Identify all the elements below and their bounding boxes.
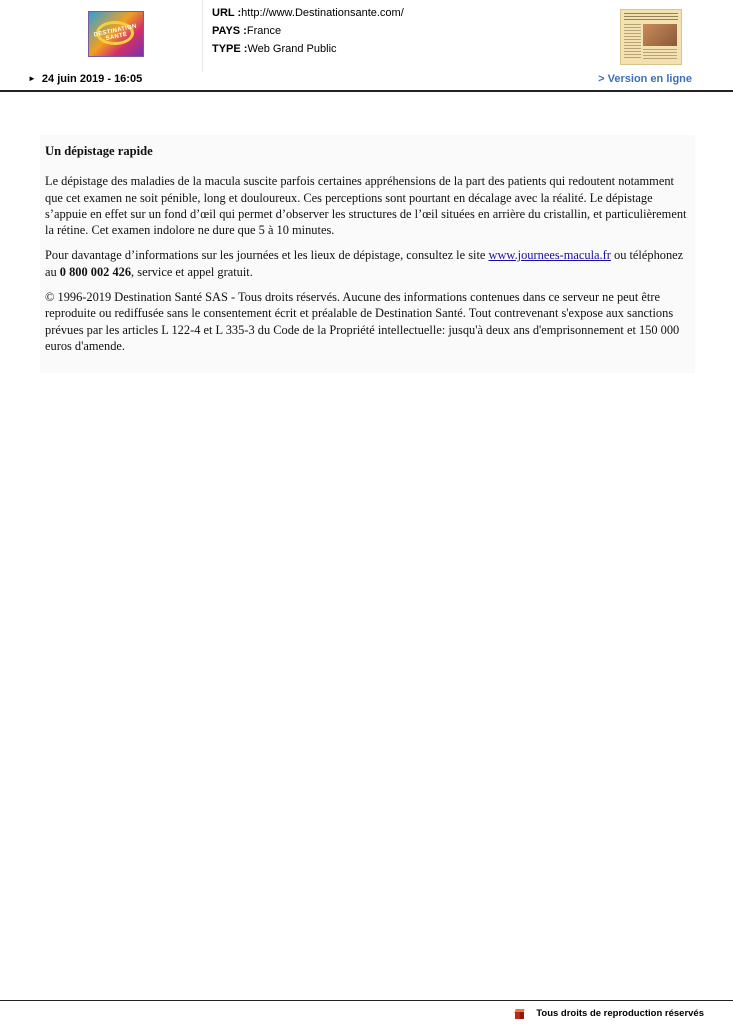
thumbnail-text-lines xyxy=(624,24,641,58)
thumbnail-photo xyxy=(643,24,677,46)
header-divider xyxy=(202,0,203,72)
article-paragraph-1: Le dépistage des maladies de la macula suscite parfois certaines appréhensions de la part des patients qui redoutent notamment que cet examen ne soit pénible, long et douloureux. Ces perceptions sont pourtant en décalage avec la réalité. Le dépistage s’appuie en effet sur un fond d’œil qui permet d’observer les structures de l’œil situées en arrière du cristallin, et particulièrement la rétine. Cet examen indolore ne dure que 5 à 10 minutes. xyxy=(45,174,687,238)
meta-url-value: http://www.Destinationsante.com/ xyxy=(241,7,404,19)
paragraph-2-end: , service et appel gratuit. xyxy=(131,264,253,279)
cube-right-face xyxy=(520,1012,524,1019)
document-header xyxy=(0,0,733,92)
footer-rights-text: Tous droits de reproduction réservés xyxy=(536,1008,704,1019)
phone-number: 0 800 002 426 xyxy=(59,264,132,279)
meta-url-key: URL : xyxy=(212,7,242,19)
meta-country-key: PAYS : xyxy=(212,25,247,37)
article-body xyxy=(40,135,695,373)
paragraph-2-middle: ou téléphonez au xyxy=(45,248,684,279)
date-text: 24 juin 2019 - 16:05 xyxy=(41,73,143,85)
thumbnail-title-lines xyxy=(624,13,678,20)
article-title: Un dépistage rapide xyxy=(45,144,153,158)
meta-country xyxy=(212,22,404,40)
play-arrow-icon: ► xyxy=(28,74,36,83)
meta-type-key: TYPE : xyxy=(212,43,248,55)
header-rule xyxy=(0,90,733,92)
meta-country-value: France xyxy=(246,25,282,37)
document-footer xyxy=(515,1008,704,1019)
publication-date xyxy=(28,73,142,85)
online-version-link[interactable]: > Version en ligne xyxy=(598,73,692,85)
paragraph-2-intro: Pour davantage d’informations sur les journées et les lieux de dépistage, consultez le site xyxy=(45,248,489,263)
cube-icon xyxy=(515,1009,524,1019)
meta-type-value: Web Grand Public xyxy=(247,43,337,55)
logo-area xyxy=(30,0,202,70)
page-thumbnail-icon xyxy=(620,9,682,65)
article-paragraph-2 xyxy=(45,247,690,280)
meta-url xyxy=(212,4,404,22)
logo-text: DESTINATION SANTÉ xyxy=(93,23,138,43)
footer-rule xyxy=(0,1000,733,1001)
thumbnail-caption-lines xyxy=(643,49,677,61)
destination-sante-logo-icon xyxy=(88,11,144,57)
copyright-notice: © 1996-2019 Destination Santé SAS - Tous droits réservés. Aucune des informations contenues dans ce serveur ne peut être reproduite ou rediffusée sans le consentement écrit et préalable de Destination Santé. Tout contrevenant s'expose aux sanctions prévues par les articles L 122-4 et L 335-3 du Code de la Propriété intellectuelle: jusqu'à deux ans d'emprisonnement et 150 000 euros d'amende. xyxy=(45,290,680,353)
journees-macula-link[interactable]: www.journees-macula.fr xyxy=(488,248,611,263)
source-meta xyxy=(212,4,404,58)
meta-type xyxy=(212,40,404,58)
